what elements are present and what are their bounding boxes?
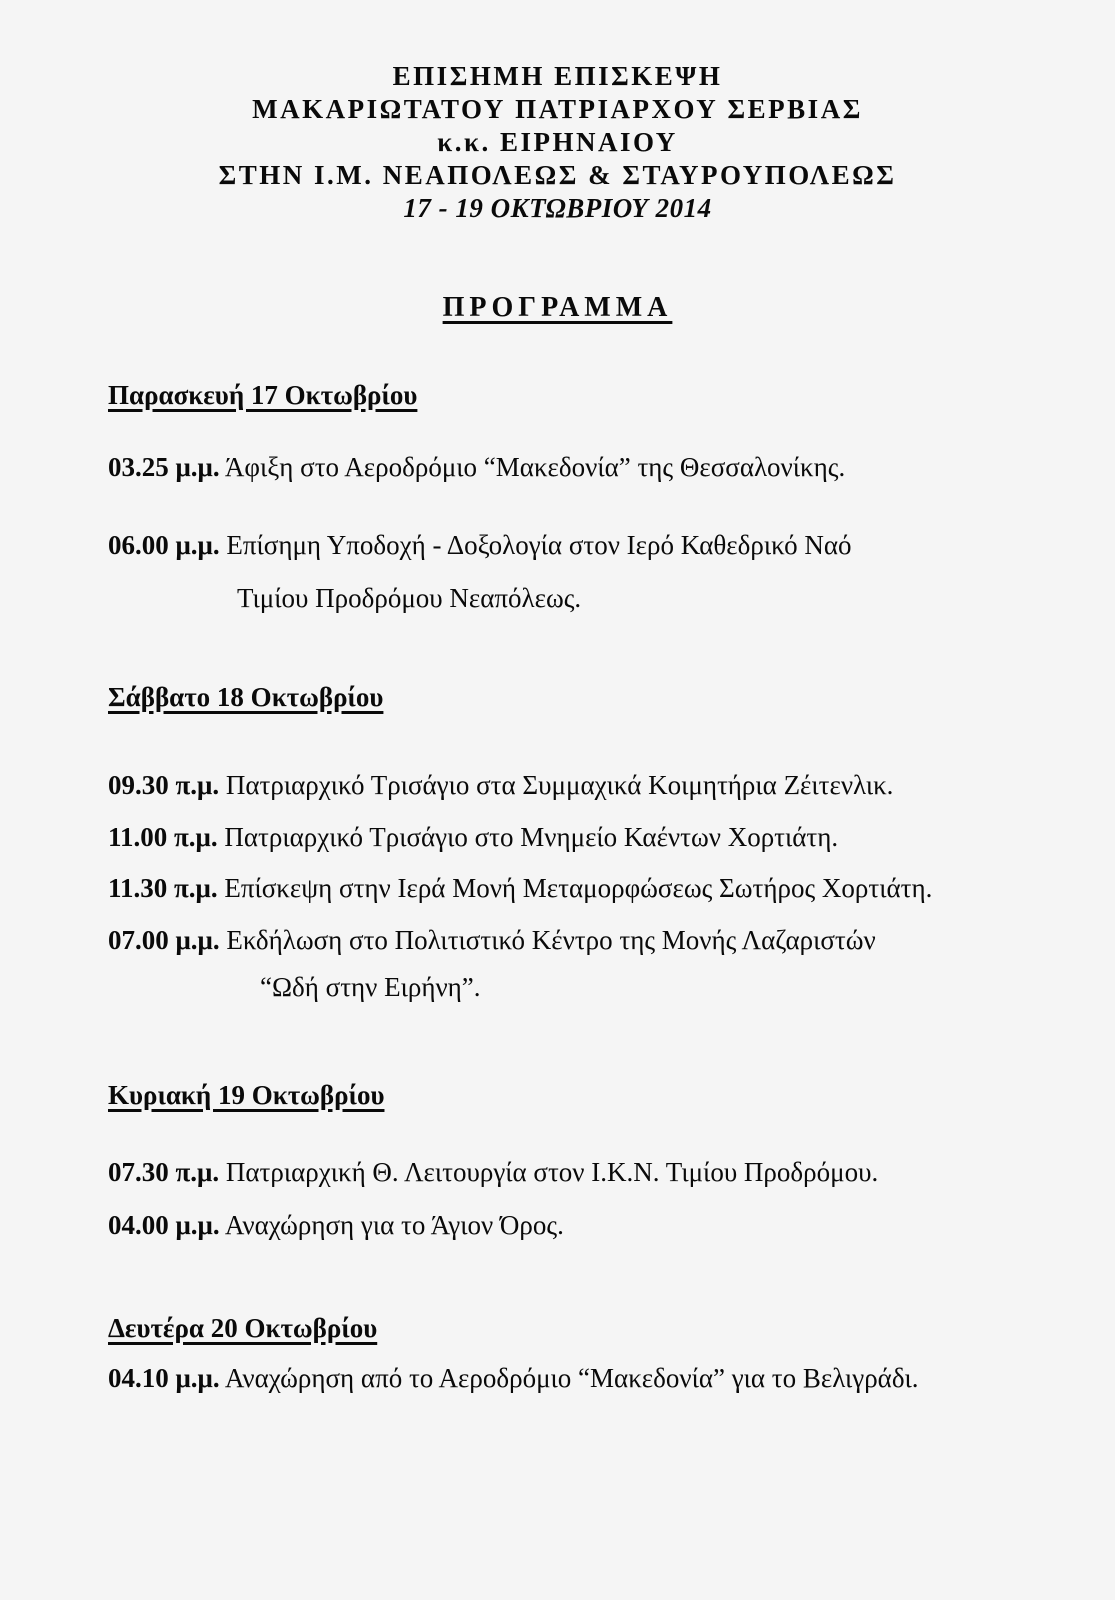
entry-time: 07.00 μ.μ. [108,925,220,955]
schedule-entry [108,1157,878,1188]
entry-text: Εκδήλωση στο Πολιτιστικό Κέντρο της Μονής Λαζαριστών [226,925,876,955]
entry-text: Άφιξη στο Αεροδρόμιο “Μακεδονία” της Θεσσαλονίκης. [224,452,846,482]
document-header [0,60,1115,225]
schedule-entry [108,770,893,801]
header-subtitle: ΜΑΚΑΡΙΩΤΑΤΟΥ ΠΑΤΡΙΑΡΧΟΥ ΣΕΡΒΙΑΣ [252,94,863,124]
entry-text: Πατριαρχική Θ. Λειτουργία στον Ι.Κ.Ν. Τιμίου Προδρόμου. [225,1157,879,1187]
program-title [0,292,1115,324]
entry-text-continuation: “Ωδή στην Ειρήνη”. [260,972,481,1002]
entry-text: Επίσημη Υποδοχή - Δοξολογία στον Ιερό Καθεδρικό Ναό [226,530,852,560]
entry-time: 09.30 π.μ. [108,770,220,800]
schedule-entry [108,873,932,904]
header-name: κ.κ. ΕΙΡΗΝΑΙΟΥ [437,127,678,157]
schedule-entry [108,1210,564,1241]
entry-time: 06.00 μ.μ. [108,530,220,560]
entry-time: 04.10 μ.μ. [108,1363,220,1393]
header-dates: 17 - 19 ΟΚΤΩΒΡΙΟΥ 2014 [403,193,712,223]
schedule-entry [108,1363,919,1394]
entry-time: 04.00 μ.μ. [108,1210,220,1240]
entry-time: 03.25 μ.μ. [108,452,220,482]
entry-time: 11.00 π.μ. [108,822,218,852]
schedule-entry [108,925,876,1003]
entry-text: Πατριαρχικό Τρισάγιο στα Συμμαχικά Κοιμητήρια Ζέιτενλικ. [225,770,894,800]
entry-text: Επίσκεψη στην Ιερά Μονή Μεταμορφώσεως Σωτήρος Χορτιάτη. [224,873,933,903]
day-heading-friday: Παρασκευή 17 Οκτωβρίου [108,380,418,410]
entry-text-continuation: Τιμίου Προδρόμου Νεαπόλεως. [237,583,582,613]
schedule-entry [108,822,838,853]
entry-text: Αναχώρηση από το Αεροδρόμιο “Μακεδονία” για το Βελιγράδι. [224,1363,919,1393]
header-location: ΣΤΗΝ Ι.Μ. ΝΕΑΠΟΛΕΩΣ & ΣΤΑΥΡΟΥΠΟΛΕΩΣ [218,160,897,190]
entry-time: 07.30 π.μ. [108,1157,220,1187]
program-title-text: ΠΡΟΓΡΑΜΜΑ [442,292,673,323]
entry-time: 11.30 π.μ. [108,873,218,903]
day-heading-saturday: Σάββατο 18 Οκτωβρίου [108,682,384,712]
header-title: ΕΠΙΣΗΜΗ ΕΠΙΣΚΕΨΗ [392,61,723,91]
entry-text: Αναχώρηση για το Άγιον Όρος. [224,1210,564,1240]
schedule-entry [108,530,852,614]
day-heading-monday: Δευτέρα 20 Οκτωβρίου [108,1313,378,1343]
schedule-entry [108,452,845,483]
day-heading-sunday: Κυριακή 19 Οκτωβρίου [108,1080,385,1110]
entry-text: Πατριαρχικό Τρισάγιο στο Μνημείο Καέντων Χορτιάτη. [224,822,839,852]
